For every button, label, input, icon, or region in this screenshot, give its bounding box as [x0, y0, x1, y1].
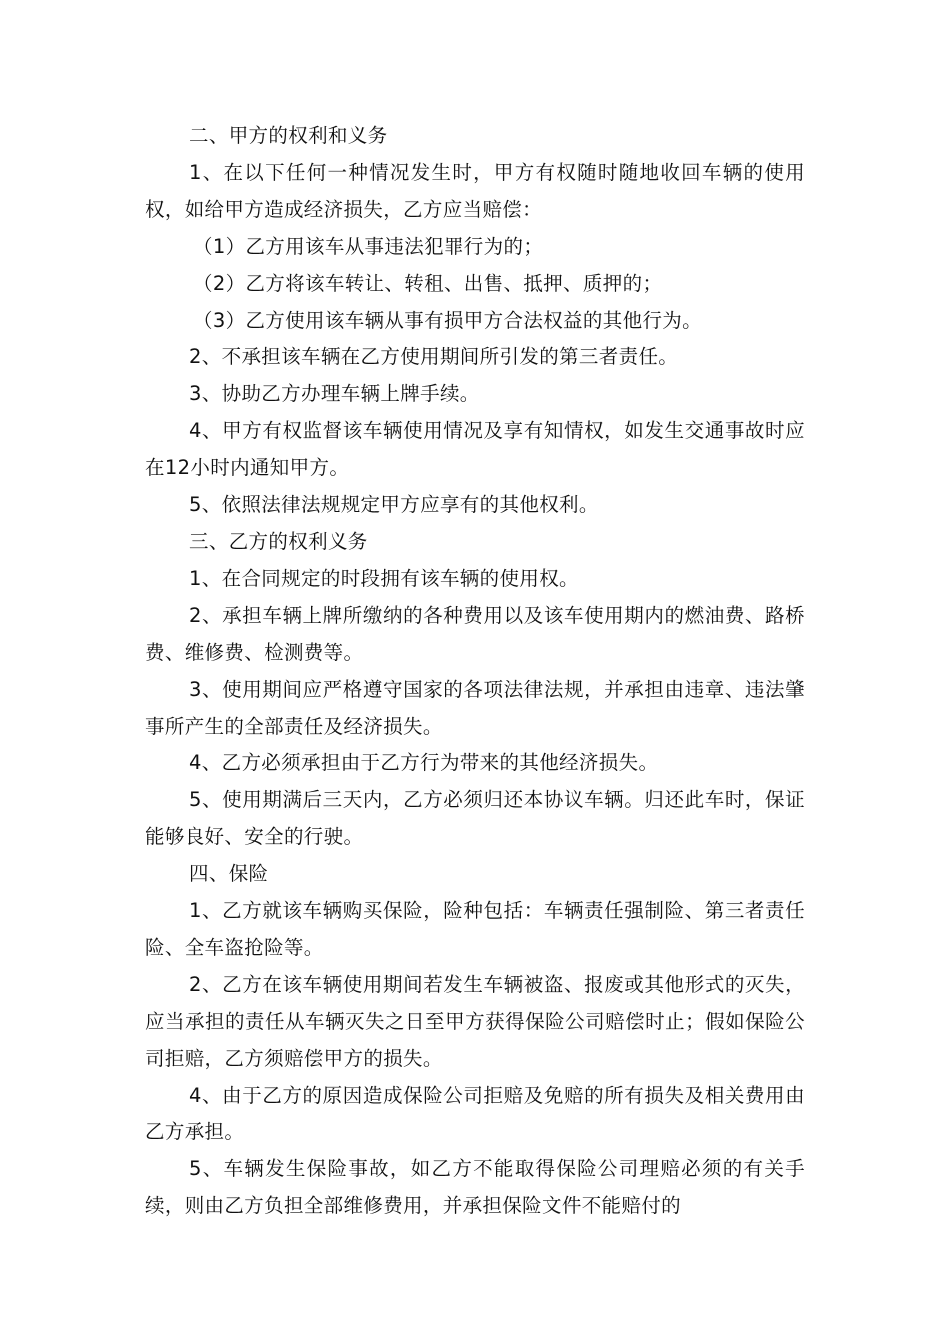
- clause-paragraph: 5、车辆发生保险事故，如乙方不能取得保险公司理赔必须的有关手续，则由乙方负担全部维修费用，并承担保险文件不能赔付的: [145, 1157, 805, 1218]
- clause-paragraph: 4、乙方必须承担由于乙方行为带来的其他经济损失。: [189, 751, 659, 775]
- sub-clause-paragraph: （3）乙方使用该车辆从事有损甲方合法权益的其他行为。: [193, 308, 703, 332]
- section-heading-insurance: 四、保险: [189, 862, 269, 886]
- section-heading-party-a: 二、甲方的权利和义务: [189, 124, 388, 147]
- clause-paragraph: 4、由于乙方的原因造成保险公司拒赔及免赔的所有损失及相关费用由乙方承担。: [145, 1083, 805, 1144]
- clause-paragraph: 2、乙方在该车辆使用期间若发生车辆被盗、报废或其他形式的灭失，应当承担的责任从车辆灭失之日至甲方获得保险公司赔偿时止；假如保险公司拒赔，乙方须赔偿甲方的损失。: [145, 972, 805, 1070]
- clause-paragraph: 1、在合同规定的时段拥有该车辆的使用权。: [189, 566, 579, 590]
- clause-paragraph: 5、依照法律法规规定甲方应享有的其他权利。: [189, 493, 599, 517]
- clause-paragraph: 4、甲方有权监督该车辆使用情况及享有知情权，如发生交通事故时应在12小时内通知甲方。: [145, 419, 805, 480]
- sub-clause-paragraph: （2）乙方将该车转让、转租、出售、抵押、质押的；: [193, 271, 663, 295]
- section-heading-party-b: 三、乙方的权利义务: [189, 529, 368, 553]
- clause-paragraph: 2、不承担该车辆在乙方使用期间所引发的第三者责任。: [189, 345, 679, 369]
- clause-paragraph: 5、使用期满后三天内，乙方必须归还本协议车辆。归还此车时，保证能够良好、安全的行驶。: [145, 788, 805, 849]
- document-body: [145, 118, 805, 1225]
- clause-paragraph: 3、使用期间应严格遵守国家的各项法律法规，并承担由违章、违法肇事所产生的全部责任及经济损失。: [145, 677, 805, 738]
- clause-paragraph: 1、乙方就该车辆购买保险，险种包括：车辆责任强制险、第三者责任险、全车盗抢险等。: [145, 899, 805, 959]
- clause-paragraph: 3、协助乙方办理车辆上牌手续。: [189, 382, 480, 406]
- sub-clause-paragraph: （1）乙方用该车从事违法犯罪行为的；: [193, 234, 544, 258]
- clause-paragraph: 1、在以下任何一种情况发生时，甲方有权随时随地收回车辆的使用权，如给甲方造成经济损失，乙方应当赔偿：: [145, 160, 805, 221]
- clause-paragraph: 2、承担车辆上牌所缴纳的各种费用以及该车使用期内的燃油费、路桥费、维修费、检测费等。: [145, 603, 805, 664]
